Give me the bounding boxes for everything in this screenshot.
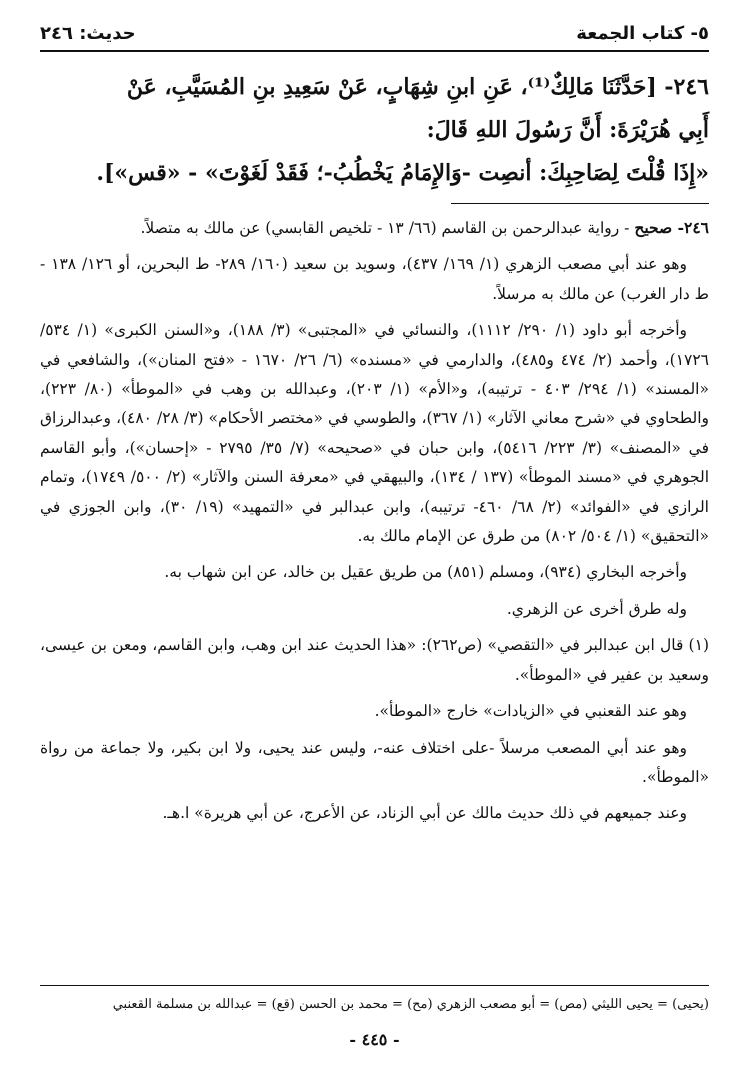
commentary-paragraph: وأخرجه أبو داود (١/ ٢٩٠/ ١١١٢)، والنسائي في «المجتبى» (٣/ ١٨٨)، و«السنن الكبرى» (١/ ٥٣٤/ ١٧٢٦)، وأحمد (٢/ ٤٧٤ و٤٨٥)، والدارمي في «مسنده» (٦/ ٢٦/ ١٦٧٠ - «فتح المنان»)، والشافعي في «المسند» (١/ ٢٩٤/ ٤٠٣ - ترتيبه)، و«الأم» (١/ ٢٠٣)، وعبدالله بن وهب في «الموطأ» (٨٠/ ٢٢٣)، والطحاوي في «شرح معاني الآثار» (١/ ٣٦٧)، والطوسي في «مختصر الأحكام» (٣/ ٢٨/ ٤٨٠)، وعبدالرزاق في «المصنف» (٣/ ٢٢٣/ ٥٤١٦)، وابن حبان في «صحيحه» (٧/ ٣٥/ ٢٧٩٥ - «إحسان»)، وأبو القاسم الجوهري في «مسند الموطأ» (١٣٧ / ١٣٤)، والبيهقي في «معرفة السنن والآثار» (٢/ ٥٠٠/ ١٧٤٩)، وتمام الرازي في «الفوائد» (٢/ ٦٨/ ٤٦٠- ترتيبه)، وابن عبدالبر في «التمهيد» (١٩/ ٣٠)، وابن الجوزي في «التحقيق» (١/ ٥٠٤/ ٨٠٢) من طرق عن الإمام مالك به. [40, 321, 710, 546]
footnote-paragraph: وهو عند القعنبي في «الزيادات» خارج «الموطأ». [374, 702, 687, 721]
header-rule [40, 50, 709, 52]
hadith-reference: حديث: ٢٤٦ [40, 22, 136, 44]
chapter-title: ٥- كتاب الجمعة [576, 22, 709, 44]
commentary-paragraph: وهو عند أبي مصعب الزهري (١/ ١٦٩/ ٤٣٧)، وسويد بن سعيد (١٦٠/ ٢٨٩- ط البحرين، أو ١٢٦/ ١٣٨ - ط دار الغرب) عن مالك به مرسلاً. [40, 255, 709, 303]
commentary-paragraph: وأخرجه البخاري (٩٣٤)، ومسلم (٨٥١) من طريق عقيل بن خالد، عن ابن شهاب به. [164, 563, 687, 582]
hadith-line: أَبِي هُرَيْرَةَ: أَنَّ رَسُولَ اللهِ قَالَ: [426, 117, 709, 143]
hadith-line: ٢٤٦- [حَدَّثَنَا مَالِكٌ⁽¹⁾، عَنِ ابنِ شِهَابٍ، عَنْ سَعِيدِ بنِ المُسَيَّبِ، عَنْ [126, 74, 709, 100]
hadith-line: «إِذَا قُلْتَ لِصَاحِبِكَ: أنصِت -وَالإِمَامُ يَخْطُبُ-؛ فَقَدْ لَغَوْتَ» - «قس»]. [96, 160, 709, 186]
abbreviation-key: (يحيى) = يحيى الليثي (مص) = أبو مصعب الزهري (مح) = محمد بن الحسن (قع) = عبدالله بن مسلمة القعنبي [112, 997, 709, 1012]
page-header [40, 18, 709, 48]
footnote-paragraph: وعند جميعهم في ذلك حديث مالك عن أبي الزناد، عن الأعرج، عن أبي هريرة» ا.هـ. [162, 804, 687, 823]
grading-lead: ٢٤٦- صحيح [634, 218, 709, 237]
separator-rule [451, 203, 709, 204]
footnote-paragraph: وهو عند أبي المصعب مرسلاً -على اختلاف عنه-، وليس عند يحيى، ولا ابن بكير، ولا جماعة من رواة «الموطأ». [40, 738, 709, 786]
grading-text: - رواية عبدالرحمن بن القاسم (٦٦/ ١٣ - تلخيص القابسي) عن مالك به متصلاً. [140, 219, 635, 237]
commentary-paragraph [40, 213, 709, 243]
hadith-text [40, 66, 709, 195]
footnote-paragraph: (١) قال ابن عبدالبر في «التقصي» (ص٢٦٢): «هذا الحديث عند ابن وهب، وابن القاسم، ومعن بن عيسى، وسعيد بن عفير في «الموطأ». [40, 636, 709, 684]
footer-rule [40, 985, 709, 986]
commentary-paragraph: وله طرق أخرى عن الزهري. [506, 599, 687, 618]
page-number: - ٤٤٥ - [349, 1030, 400, 1049]
commentary [40, 213, 709, 836]
